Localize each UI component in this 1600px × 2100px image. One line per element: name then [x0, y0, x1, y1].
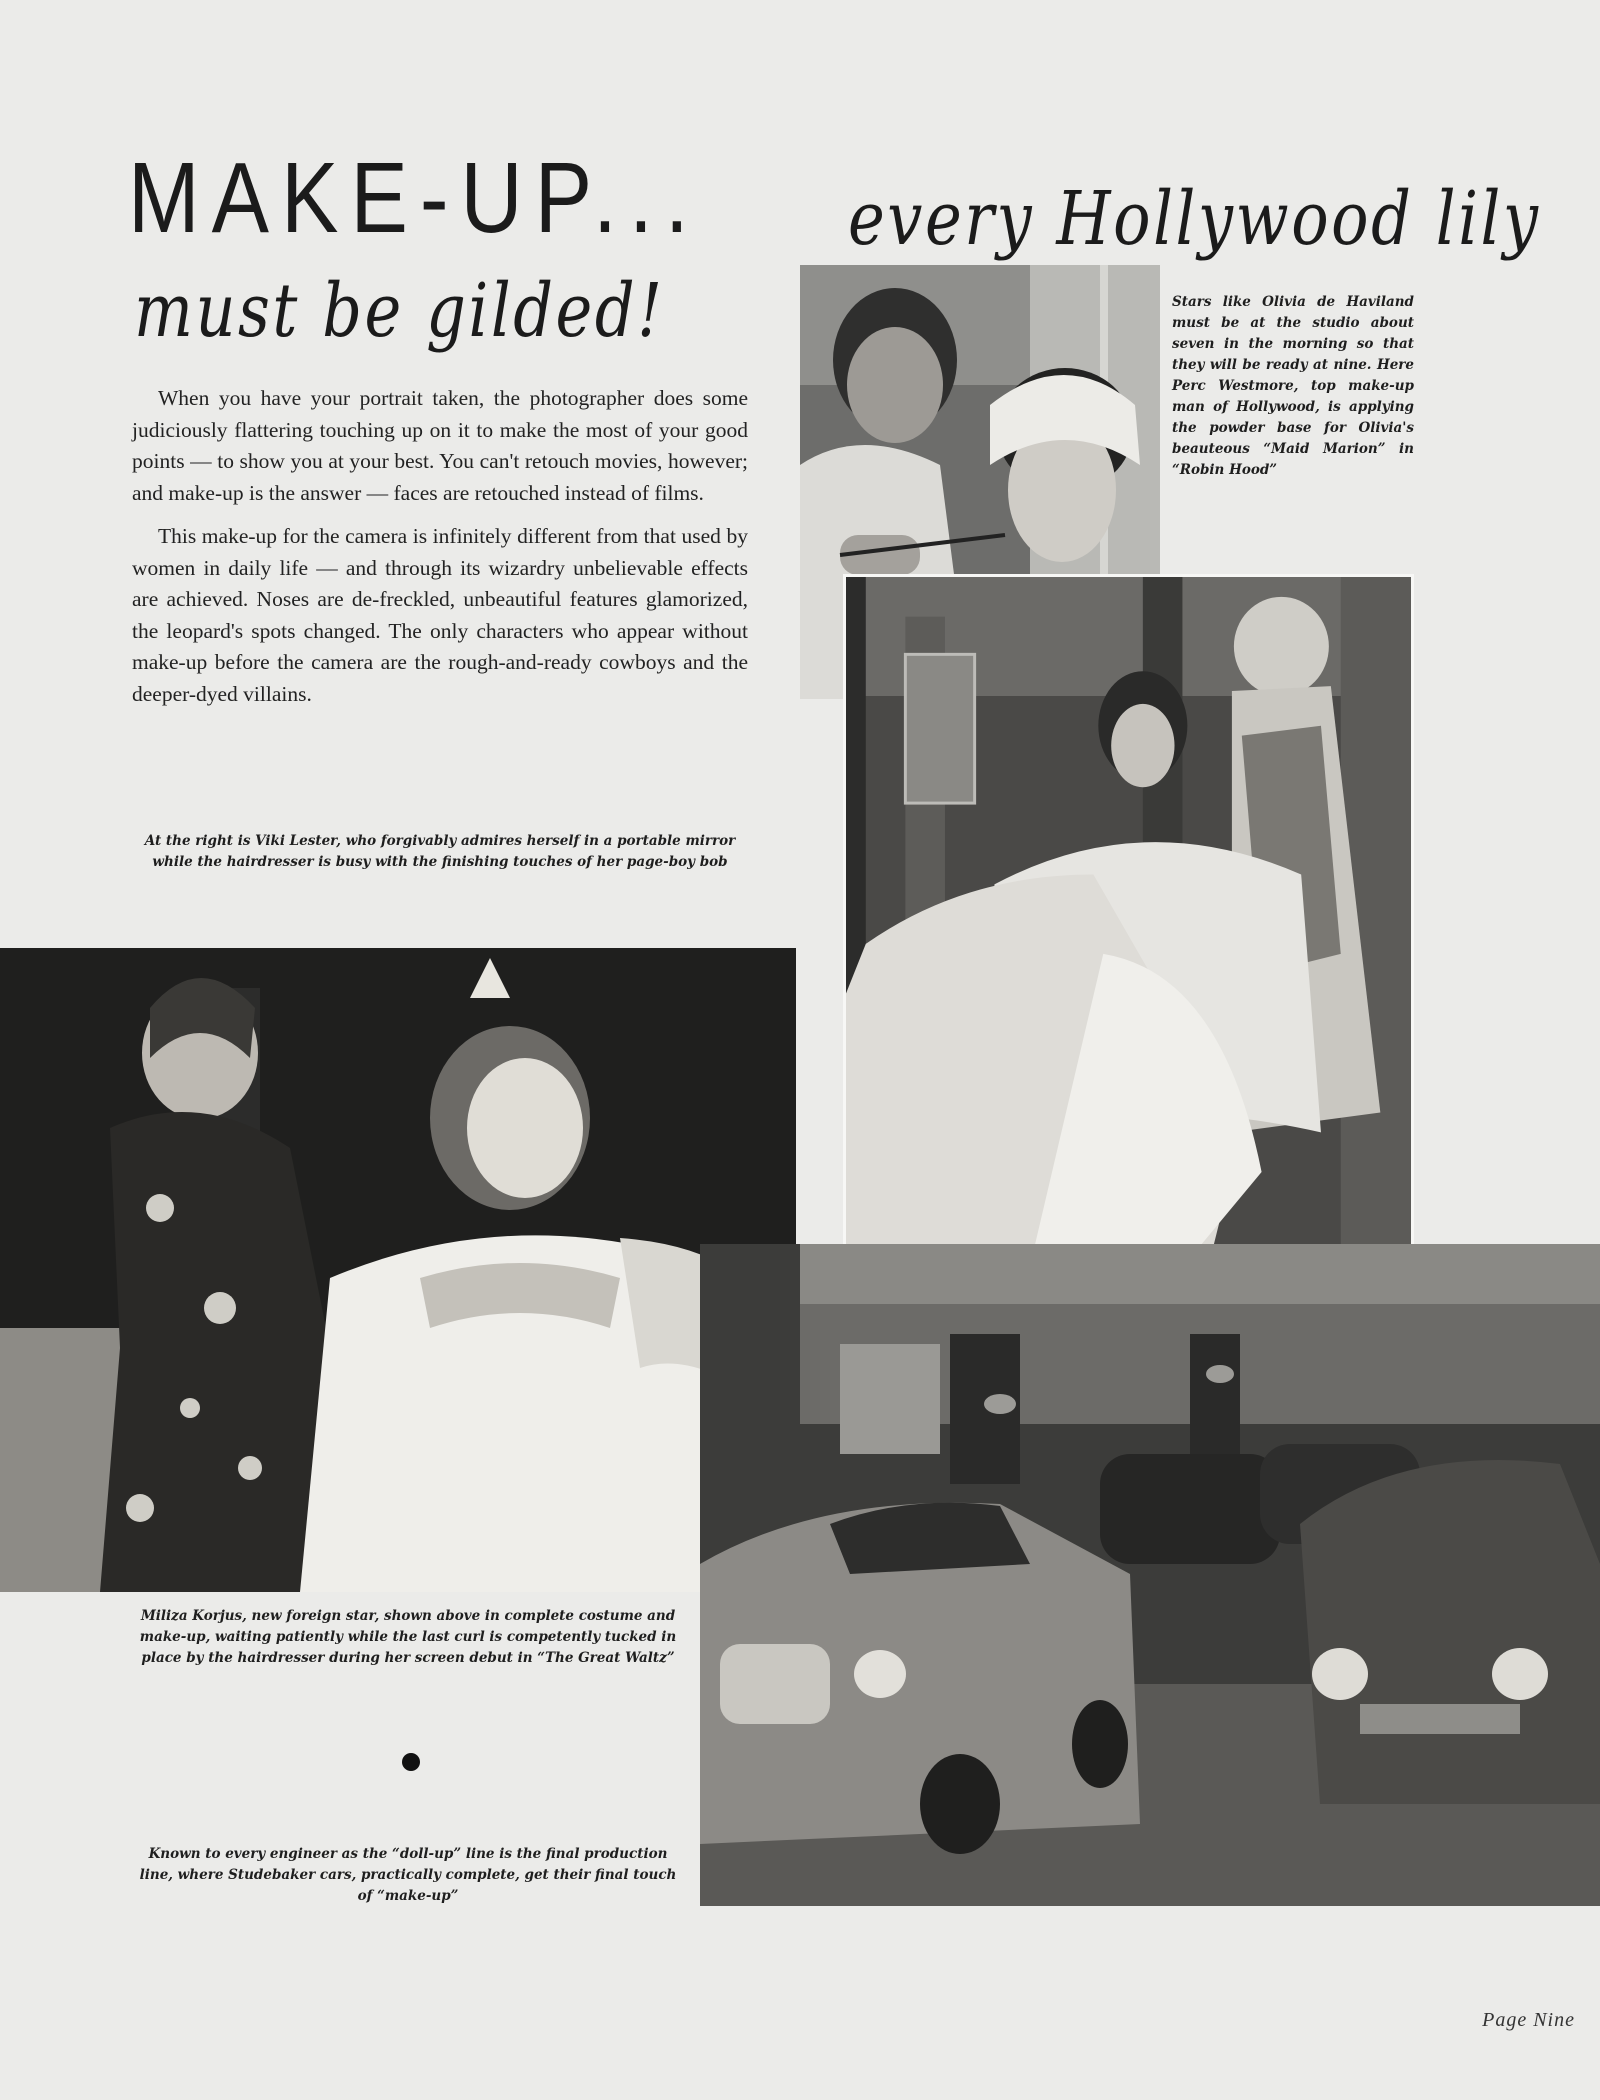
headline-italic: every Hollywood lily: [848, 176, 1541, 262]
article-body: [132, 383, 748, 710]
page-number: Page Nine: [1482, 2009, 1575, 2031]
bullet-ornament: [402, 1753, 420, 1771]
photo-miliza-korjus: [0, 948, 796, 1592]
body-paragraph: When you have your portrait taken, the photographer does some judiciously flattering touching up on it to make the most of your good points — to show you at your best. You can't retouch movies, however; and make-up is the answer — faces are retouched instead of films.: [132, 386, 748, 505]
headline: [128, 142, 1541, 268]
caption-viki: At the right is Viki Lester, who forgivably admires herself in a portable mirror while the hairdresser is busy with the finishing touches of her page-boy bob: [144, 833, 736, 870]
caption-miliza: Miliza Korjus, new foreign star, shown above in complete costume and make-up, waiting patiently while the last curl is competently tucked in place by the hairdresser during her screen debut in “The Great Waltz”: [139, 1608, 677, 1666]
caption-olivia: Stars like Olivia de Haviland must be at the studio about seven in the morning so that they will be ready at nine. Here Perc Westmore, top make-up man of Hollywood, is applying the powder base for Olivia's beauteous “Maid Marion” in “Robin Hood”: [1172, 294, 1414, 478]
photo-viki-lester: [843, 574, 1414, 1294]
photo-doll-up-line: [700, 1244, 1600, 1906]
body-paragraph: This make-up for the camera is infinitely different from that used by women in daily life — and through its wizardry unbelievable effects are achieved. Noses are de-freckled, unbeautiful features glamorized, the leopard's spots changed. The only characters who appear without make-up before the camera are the rough-and-ready cowboys and the deeper-dyed villains.: [132, 524, 748, 706]
caption-dollup-line: Known to every engineer as the “doll-up” line is the final production line, where Studebaker cars, practically complete, get their final touch of “make-up”: [139, 1846, 677, 1904]
headline-subline: must be gilded!: [134, 268, 665, 354]
headline-caps: MAKE-UP...: [128, 142, 701, 254]
